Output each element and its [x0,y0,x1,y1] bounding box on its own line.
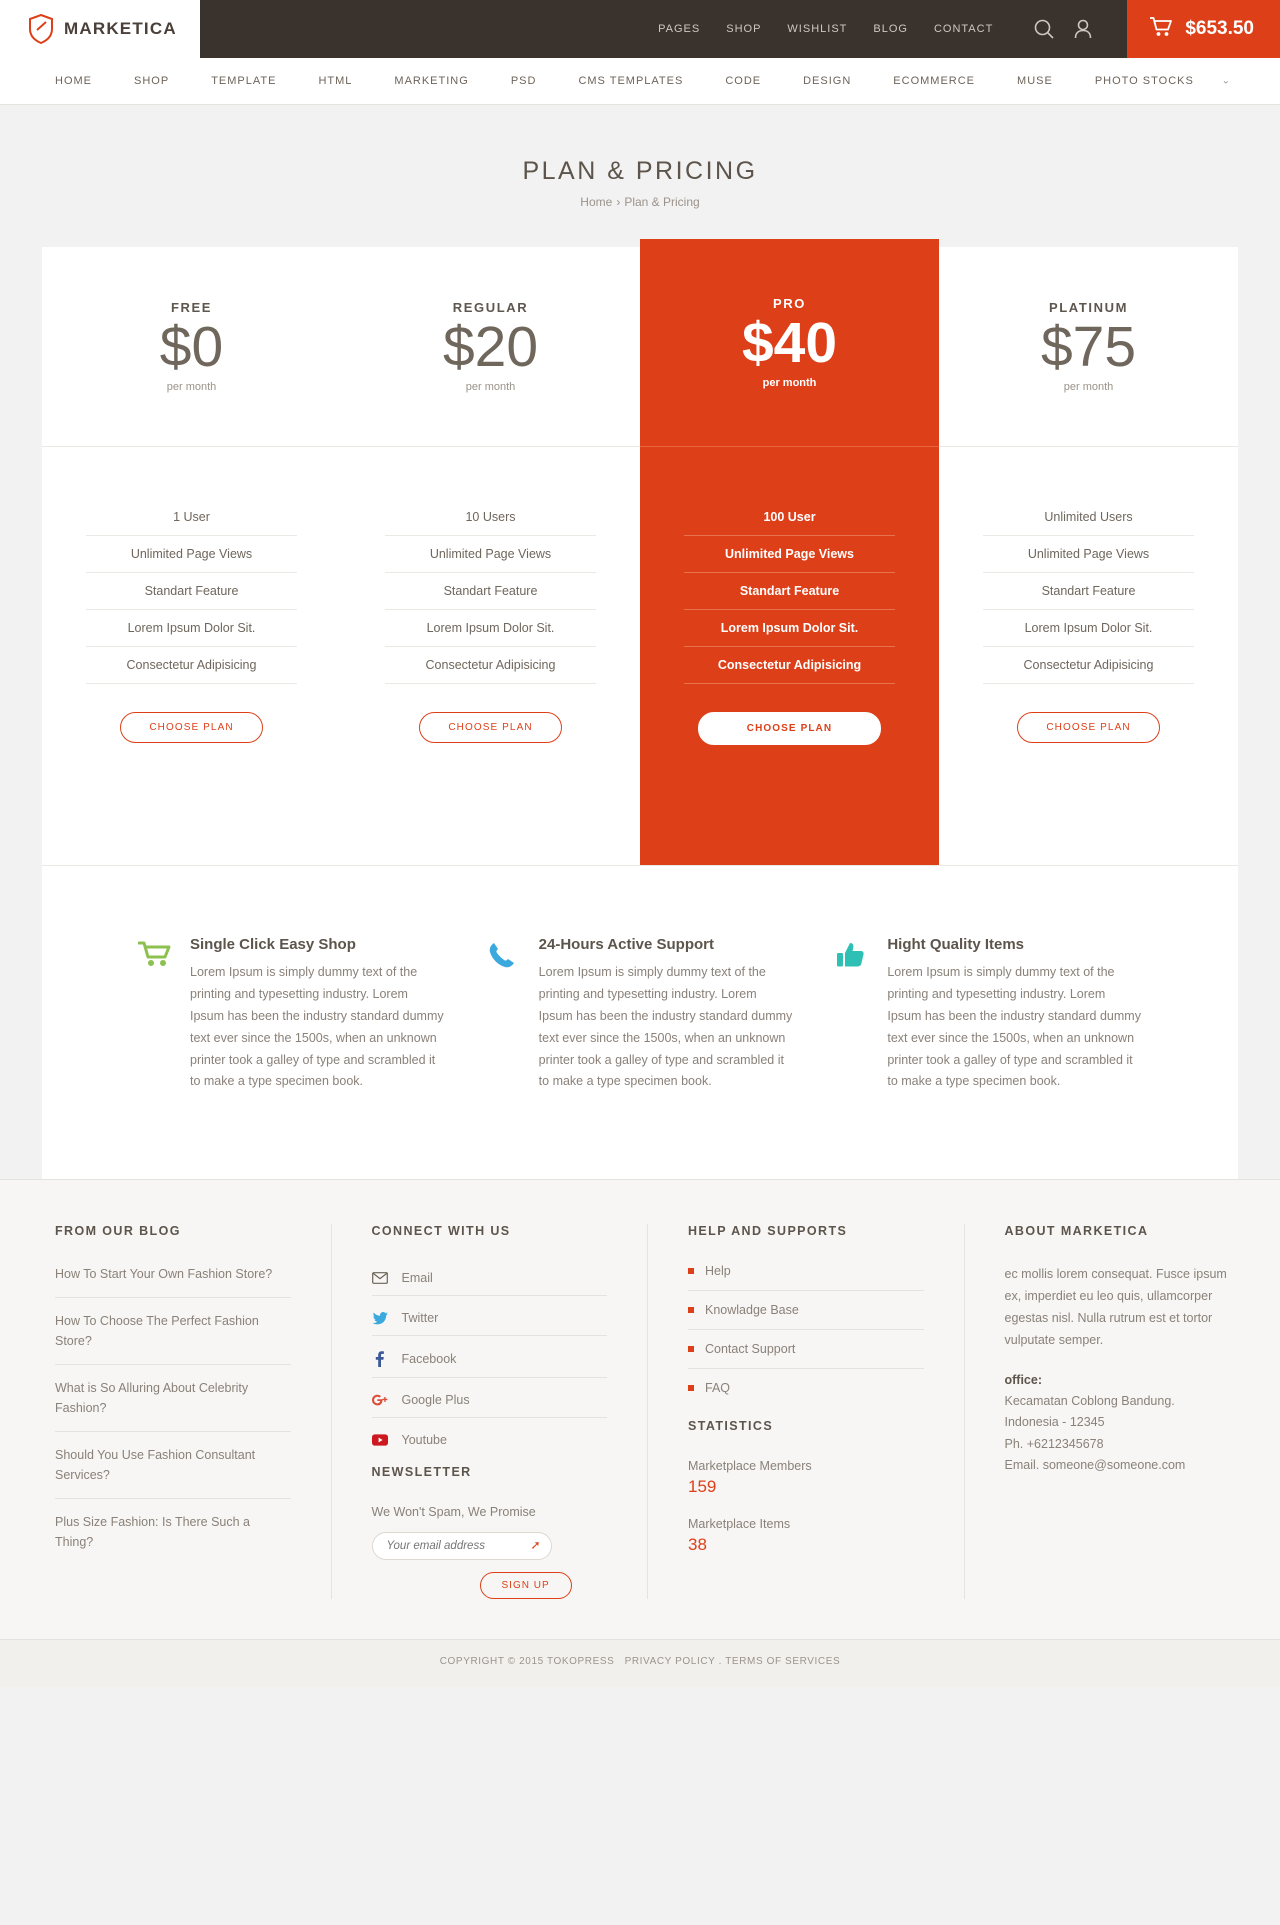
plan-feature: Standart Feature [86,573,297,610]
plan-cta-wrap [385,684,596,863]
plan-price: $40 [741,311,838,376]
top-nav-pages[interactable]: PAGES [658,23,701,35]
cart-total: $653.50 [1185,18,1254,39]
footer-office-label: office: [1004,1372,1042,1387]
nav-psd[interactable]: PSD [510,75,537,87]
newsletter-title: NEWSLETTER [371,1465,472,1480]
plan-feature: Consectetur Adipisicing [684,647,895,684]
google-plus-icon [372,1394,388,1407]
plan-feature: Consectetur Adipisicing [385,647,596,684]
top-nav-shop[interactable]: SHOP [726,23,762,35]
page-header [0,105,1280,247]
choose-plan-button-regular[interactable]: CHOOSE PLAN [419,712,561,743]
footer-about-text: ec mollis lorem consequat. Fusce ipsum ex, imperdiet eu leo quis, ullamcorper egestas nisl. Nulla rutrum est et tortor vulputate semper. [1004,1267,1227,1347]
copyright-separator: . [718,1656,723,1668]
statistic-value: 159 [688,1477,717,1497]
cart-icon [1149,16,1173,42]
top-icon-group [1019,18,1113,40]
pricing-plan-platinum [939,247,1238,865]
chevron-down-icon[interactable]: ⌄ [1221,75,1230,87]
breadcrumb [0,195,1280,209]
footer-blog-link[interactable]: How To Choose The Perfect Fashion Store? [55,1311,291,1365]
footer-social-facebook[interactable] [372,1344,608,1378]
plan-period: per month [465,380,516,393]
plan-period: per month [166,380,217,393]
statistic-label: Marketplace Items [688,1517,791,1532]
footer-help-label: Help [705,1264,731,1279]
plan-feature: 100 User [684,499,895,536]
send-arrow-icon[interactable]: ➚ [530,1538,541,1553]
plan-head [42,247,341,447]
plan-feature: 10 Users [385,499,596,536]
footer-help-link[interactable] [688,1264,924,1291]
search-icon[interactable] [1033,18,1055,40]
plan-title: REGULAR [452,300,529,316]
feature-highlights [42,865,1238,1179]
plan-feature: Unlimited Page Views [983,536,1194,573]
plan-features [42,447,341,863]
copyright-text: COPYRIGHT © 2015 TOKOPRESS [439,1656,615,1668]
footer-social-label: Facebook [401,1352,457,1367]
feature-text: Lorem Ipsum is simply dummy text of the printing and typesetting industry. Lorem Ipsum has been the industry standard dummy text ever since the 1500s, when an unknown printer took a galley of type and scrambled it to make a type specimen book. [538,965,793,1089]
newsletter-email-input[interactable] [372,1532,552,1560]
plan-cta-wrap [684,684,895,865]
footer-help-label: FAQ [705,1381,731,1396]
top-nav-contact[interactable]: CONTACT [933,23,994,35]
footer-help-column [648,1224,965,1599]
choose-plan-button-free[interactable]: CHOOSE PLAN [120,712,262,743]
footer-social-label: Twitter [401,1311,439,1326]
plan-feature: Unlimited Page Views [385,536,596,573]
page-title: PLAN & PRICING [522,157,758,185]
youtube-icon [372,1434,388,1446]
plan-price: $20 [442,315,539,380]
nav-design[interactable]: DESIGN [803,75,852,87]
feature-title: Hight Quality Items [887,936,1025,953]
plan-feature: Unlimited Page Views [684,536,895,573]
statistic-value: 38 [688,1535,707,1555]
logo[interactable] [0,0,200,58]
feature-title: Single Click Easy Shop [190,936,356,953]
feature-body [887,936,1142,1093]
nav-template[interactable]: TEMPLATE [211,75,277,87]
square-bullet-icon [688,1307,694,1313]
plan-period: per month [1063,380,1114,393]
footer-social-google-plus[interactable] [372,1386,608,1418]
footer-office-block [1005,1370,1241,1476]
privacy-policy-link[interactable]: PRIVACY POLICY [624,1656,716,1668]
choose-plan-button-pro[interactable]: CHOOSE PLAN [698,712,881,745]
statistic-label: Marketplace Members [688,1459,812,1474]
footer-blog-link[interactable]: How To Start Your Own Fashion Store? [55,1264,291,1298]
footer-help-label: Knowladge Base [705,1303,799,1318]
shield-logo-icon [28,14,54,44]
footer [0,1179,1280,1639]
plan-feature: Lorem Ipsum Dolor Sit. [684,610,895,647]
feature-item [138,936,487,1093]
plan-title: FREE [170,300,213,316]
footer-blog-title: FROM OUR BLOG [55,1224,181,1239]
account-icon[interactable] [1073,18,1093,40]
footer-blog-link[interactable]: Should You Use Fashion Consultant Services? [55,1445,291,1499]
plan-head [939,247,1238,447]
pricing-table [42,247,1238,865]
plan-feature: Unlimited Users [983,499,1194,536]
top-nav [200,0,1127,58]
content-card [42,247,1238,1179]
footer-office-line: Ph. +6212345678 [1004,1436,1104,1451]
plan-price: $0 [159,315,224,380]
footer-connect-column [332,1224,649,1599]
plan-head [341,247,640,447]
footer-blog-link[interactable]: What is So Alluring About Celebrity Fashion? [55,1378,291,1432]
footer-help-link[interactable] [688,1303,924,1330]
plan-title: PRO [773,296,806,312]
nav-html[interactable]: HTML [318,75,353,87]
nav-cms-templates[interactable]: CMS TEMPLATES [578,75,684,87]
square-bullet-icon [688,1385,694,1391]
terms-of-services-link[interactable]: TERMS OF SERVICES [725,1656,841,1668]
plan-period: per month [762,376,817,389]
facebook-icon [372,1351,388,1367]
newsletter-subtitle: We Won't Spam, We Promise [371,1505,536,1520]
newsletter-signup-button[interactable]: SIGN UP [480,1572,572,1599]
twitter-icon [372,1312,388,1325]
feature-item [835,936,1142,1093]
feature-title: 24-Hours Active Support [538,936,714,953]
breadcrumb-current: Plan & Pricing [624,195,700,209]
top-nav-wishlist[interactable]: WISHLIST [787,23,848,35]
email-icon [372,1272,388,1284]
newsletter-input-wrap [372,1532,552,1560]
footer-office-line: Indonesia - 12345 [1004,1415,1105,1430]
footer-office-line: Email. someone@someone.com [1004,1457,1186,1472]
footer-help-link[interactable] [688,1381,924,1407]
plan-feature: Unlimited Page Views [86,536,297,573]
plan-feature: Consectetur Adipisicing [86,647,297,684]
copyright-bar [0,1639,1280,1687]
plan-title: PLATINUM [1049,300,1128,316]
footer-social-twitter[interactable] [372,1304,608,1336]
footer-about-title: ABOUT MARKETICA [1004,1224,1149,1239]
plan-head [640,239,939,447]
nav-muse[interactable]: MUSE [1017,75,1053,87]
plan-feature: Lorem Ipsum Dolor Sit. [385,610,596,647]
statistics-title: STATISTICS [688,1419,774,1434]
footer-social-label: Google Plus [401,1393,470,1408]
plan-features [640,447,939,865]
plan-feature: Lorem Ipsum Dolor Sit. [86,610,297,647]
plan-feature: Standart Feature [684,573,895,610]
shopping-cart-icon [138,936,174,1093]
pricing-plan-free [42,247,341,865]
footer-office-line: Kecamatan Coblong Bandung. [1004,1394,1175,1408]
square-bullet-icon [688,1346,694,1352]
plan-cta-wrap [983,684,1194,863]
thumbs-up-icon [835,936,871,1093]
pricing-plan-pro [640,239,939,865]
footer-social-label: Email [401,1271,433,1286]
pricing-plan-regular [341,247,640,865]
footer-help-link[interactable] [688,1342,924,1369]
nav-code[interactable]: CODE [725,75,762,87]
square-bullet-icon [688,1268,694,1274]
footer-social-email[interactable] [372,1264,608,1296]
nav-home[interactable]: HOME [55,75,92,87]
footer-social-youtube[interactable] [372,1426,608,1457]
brand-name: MARKETICA [64,19,177,38]
plan-feature: 1 User [86,499,297,536]
breadcrumb-separator: › [616,195,621,209]
feature-item [487,936,836,1093]
footer-about-column [965,1224,1280,1599]
feature-body [190,936,445,1093]
plan-feature: Consectetur Adipisicing [983,647,1194,684]
footer-blog-column [0,1224,332,1599]
nav-marketing[interactable]: MARKETING [394,75,469,87]
footer-connect-title: CONNECT WITH US [371,1224,511,1239]
feature-body [539,936,794,1093]
cart-button[interactable] [1127,0,1280,58]
footer-social-label: Youtube [401,1433,447,1448]
footer-blog-link[interactable]: Plus Size Fashion: Is There Such a Thing? [55,1515,251,1550]
plan-features [939,447,1238,863]
feature-text: Lorem Ipsum is simply dummy text of the printing and typesetting industry. Lorem Ipsum has been the industry standard dummy text ever since the 1500s, when an unknown printer took a galley of type and scrambled it to make a type specimen book. [190,965,444,1089]
plan-feature: Standart Feature [385,573,596,610]
nav-photo-stocks[interactable]: PHOTO STOCKS [1094,75,1194,87]
breadcrumb-home[interactable]: Home [580,195,613,209]
nav-shop[interactable]: SHOP [134,75,170,87]
plan-feature: Lorem Ipsum Dolor Sit. [983,610,1194,647]
top-nav-blog[interactable]: BLOG [873,23,908,35]
plan-price: $75 [1040,315,1137,380]
choose-plan-button-platinum[interactable]: CHOOSE PLAN [1017,712,1159,743]
phone-icon [487,936,523,1093]
main-nav [0,58,1280,105]
feature-text: Lorem Ipsum is simply dummy text of the printing and typesetting industry. Lorem Ipsum has been the industry standard dummy text ever since the 1500s, when an unknown printer took a galley of type and scrambled it to make a type specimen book. [887,965,1141,1089]
nav-ecommerce[interactable]: ECOMMERCE [893,75,976,87]
plan-feature: Standart Feature [983,573,1194,610]
plan-features [341,447,640,863]
plan-cta-wrap [86,684,297,863]
footer-help-label: Contact Support [705,1342,796,1357]
top-bar [0,0,1280,58]
footer-help-title: HELP AND SUPPORTS [688,1224,848,1239]
